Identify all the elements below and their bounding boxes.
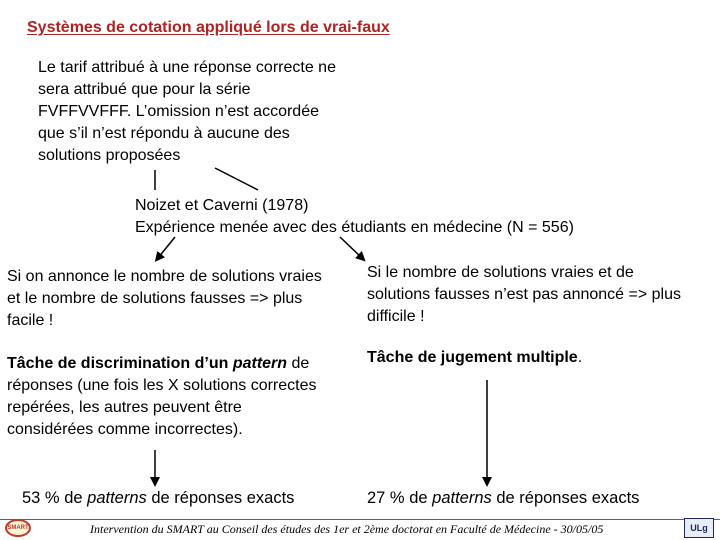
slide-title: Systèmes de cotation appliqué lors de vrai-faux <box>27 19 390 36</box>
right-result-suffix: de réponses exacts <box>491 489 640 507</box>
right-task-rest: . <box>577 349 583 366</box>
study-authors: Noizet et Caverni (1978) <box>135 197 309 214</box>
study-description: Expérience menée avec des étudiants en médecine (N = 556) <box>135 219 574 236</box>
footer-text: Intervention du SMART au Conseil des études des 1er et 2ème doctorat en Faculté de Médecine - 30/05/05 <box>90 522 604 536</box>
footer-divider <box>0 519 720 520</box>
right-condition: Si le nombre de solutions vraies et de solutions fausses n’est pas annoncé => plus difficile ! <box>367 264 681 325</box>
right-task-bold: Tâche de jugement multiple <box>367 349 578 366</box>
left-result-prefix: 53 % de <box>22 489 88 507</box>
left-task-pattern: pattern <box>232 355 288 372</box>
ulg-logo-icon <box>684 518 714 538</box>
left-result-suffix: de réponses exacts <box>146 489 295 507</box>
left-condition: Si on annonce le nombre de solutions vraies et le nombre de solutions fausses => plus facile ! <box>7 268 322 329</box>
arrow-left-down <box>158 237 175 258</box>
ulg-logo-text: ULg <box>690 523 708 533</box>
left-task-bold: Tâche de discrimination d’un <box>7 355 233 372</box>
left-result-patterns: patterns <box>87 489 147 507</box>
right-result-prefix: 27 % de <box>367 489 433 507</box>
intro-connector-diagonal <box>215 168 258 190</box>
left-task-rest: de réponses (une fois les X solutions correctes repérées, les autres peuvent être considérées comme incorrectes). <box>7 355 317 438</box>
intro-text: Le tarif attribué à une réponse correcte ne sera attribué que pour la série FVFFVVFFF. L’omission n’est accordée que s’il n’est répondu à aucune des solutions proposées <box>38 59 336 164</box>
right-result-patterns: patterns <box>432 489 492 507</box>
arrow-right-down <box>340 237 362 258</box>
smart-logo-text: SMART <box>7 525 29 531</box>
smart-logo-icon <box>5 519 31 537</box>
